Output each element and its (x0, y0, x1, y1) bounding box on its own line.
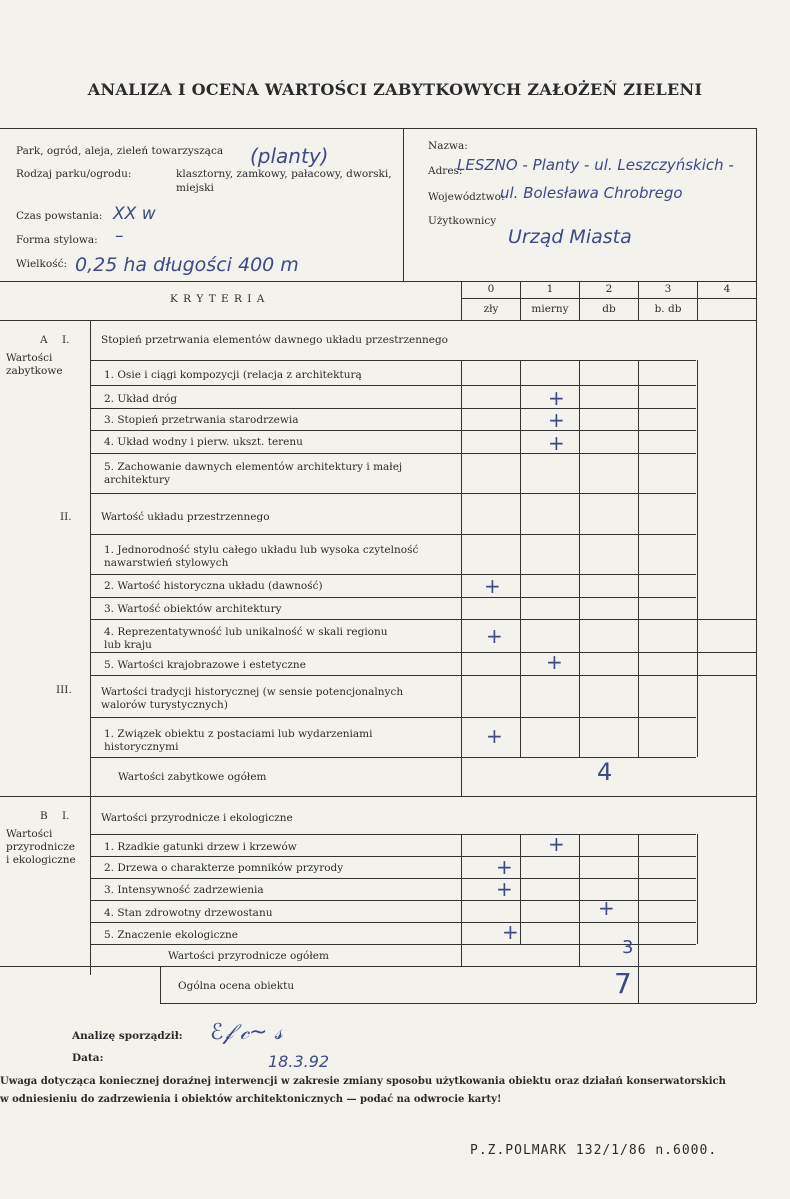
section-b-roman1: I. (62, 810, 70, 822)
b-row-line-1 (90, 856, 696, 857)
analiza-label: Analizę sporządził: (72, 1030, 183, 1042)
g1-row-line-5 (90, 493, 696, 494)
b-item-4: 4. Stan zdrowotny drzewostanu (104, 907, 273, 919)
grid-col-3 (638, 360, 639, 757)
data-value: 18.3.92 (268, 1052, 330, 1071)
mark-a2-2: + (484, 574, 501, 598)
mark-b-2: + (496, 855, 513, 879)
b-row-line-4 (90, 922, 696, 923)
g1-item-3: 3. Stopień przetrwania starodrzewia (104, 414, 299, 426)
col-sep-2 (579, 281, 580, 321)
b-line (90, 834, 696, 835)
uzytkownicy-label: Użytkownicy (428, 215, 497, 227)
g2-row-line-5 (90, 675, 756, 676)
header-bottom-border (0, 281, 756, 282)
header-top-border (0, 128, 756, 129)
b-item-3: 3. Intensywność zadrzewienia (104, 884, 264, 896)
section-a-label: Wartości zabytkowe (6, 352, 63, 377)
signature: ℰ𝒻 𝒸~ 𝓈 (210, 1020, 283, 1045)
b-grid-col-4 (697, 834, 698, 944)
g2-item-4: 4. Reprezentatywność lub unikalność w skali regionu lub kraju (104, 626, 388, 651)
g1-line (90, 360, 696, 361)
total-a-label: Wartości zabytkowe ogółem (118, 771, 267, 783)
b-grid-col-2 (579, 834, 580, 966)
handwritten-type: (planty) (250, 144, 329, 168)
note-line-1: Uwaga dotycząca koniecznej doraźnej interwencji w zakresie zmiany sposobu użytkowania obiektu oraz działań konserwatorskich (0, 1076, 726, 1087)
g2-row-line-2 (90, 597, 696, 598)
group1-title: Stopień przetrwania elementów dawnego układu przestrzennego (101, 334, 448, 346)
total-a-value: 4 (597, 758, 613, 786)
score-3: 3 (664, 283, 672, 295)
nazwa-label: Nazwa: (428, 140, 468, 152)
uzytkownicy-value: Urząd Miasta (508, 226, 632, 248)
section-b-group-title: Wartości przyrodnicze i ekologiczne (101, 812, 293, 824)
g3-item-1: 1. Związek obiektu z postaciami lub wydarzeniami historycznymi (104, 728, 373, 753)
grid-col-0 (461, 360, 462, 796)
g2-row-line-4 (90, 652, 756, 653)
b-item-2: 2. Drzewa o charakterze pomników przyrody (104, 862, 344, 874)
b-grid-col-0 (461, 834, 462, 966)
grid-col-2 (579, 360, 580, 757)
forma-label: Forma stylowa: (16, 234, 98, 246)
g2-row-line-3 (90, 619, 756, 620)
park-type-line: Park, ogród, aleja, zieleń towarzysząca (16, 145, 224, 157)
score-label-3: b. db (654, 303, 682, 315)
mark-b-4: + (598, 896, 615, 920)
wojewodztwo-value: ul. Bolesława Chrobrego (500, 184, 683, 202)
section-divider (90, 320, 91, 975)
score-label-0: zły (483, 303, 499, 315)
score-label-1: mierny (531, 303, 569, 315)
g2-item-1: 1. Jednorodność stylu całego układu lub wysoka czytelność nawarstwień stylowych (104, 544, 419, 569)
section-a-roman3: III. (56, 684, 72, 696)
g1-item-1: 1. Osie i ciągi kompozycji (relacja z architekturą (104, 369, 362, 381)
forma-value: – (115, 226, 124, 246)
right-border (756, 128, 757, 1003)
section-a-roman1: I. (62, 334, 70, 346)
g1-row-line-3 (90, 430, 696, 431)
g3-line (90, 717, 696, 718)
b-item-5: 5. Znaczenie ekologiczne (104, 929, 239, 941)
score-label-2: db (602, 303, 616, 315)
rodzaj-label: Rodzaj parku/ogrodu: (16, 168, 132, 180)
mark-b-5: + (502, 920, 519, 944)
overall-left (160, 966, 161, 1004)
mark-a2-5: + (546, 650, 563, 674)
overall-bottom (160, 1003, 756, 1004)
note-line-2: w odniesieniu do zadrzewienia i obiektów architektonicznych — podać na odwrocie karty! (0, 1094, 502, 1105)
col-sep-0 (461, 281, 462, 321)
printer-code: P.Z.POLMARK 132/1/86 n.6000. (470, 1143, 718, 1158)
overall-label: Ogólna ocena obiektu (178, 980, 295, 992)
mark-a1-2: + (548, 386, 565, 410)
czas-label: Czas powstania: (16, 210, 103, 222)
wielkosc-value: 0,25 ha długości 400 m (75, 254, 299, 276)
total-b-label: Wartości przyrodnicze ogółem (168, 950, 329, 962)
rodzaj-options-2: miejski (176, 182, 214, 194)
b-grid-col-1 (520, 834, 521, 944)
section-b-letter: B (40, 810, 48, 822)
grid-col-4 (697, 360, 698, 757)
data-label: Data: (72, 1052, 104, 1064)
score-4: 4 (723, 283, 731, 295)
adres-value: LESZNO - Planty - ul. Leszczyńskich - (457, 156, 734, 174)
czas-value: XX w (113, 204, 156, 224)
mark-a2-4: + (486, 624, 503, 648)
col-sep-1 (520, 281, 521, 321)
score-1: 1 (546, 283, 554, 295)
g2-item-3: 3. Wartość obiektów architektury (104, 603, 282, 615)
b-item-1: 1. Rzadkie gatunki drzew i krzewów (104, 841, 297, 853)
form-title: ANALIZA I OCENA WARTOŚCI ZABYTKOWYCH ZAŁOŻEŃ ZIELENI (87, 80, 703, 99)
b-grid-col-3 (638, 834, 639, 1004)
mark-a1-4: + (548, 431, 565, 455)
g1-row-line-4 (90, 453, 696, 454)
section-a-letter: A (40, 334, 48, 346)
adres-label: Adres: (428, 165, 463, 177)
g1-row-line-2 (90, 408, 696, 409)
score-0: 0 (487, 283, 495, 295)
grid-col-1 (520, 360, 521, 757)
g2-row-line-1 (90, 574, 696, 575)
score-header-bottom (0, 320, 756, 321)
section-b-bottom (0, 966, 756, 967)
wielkosc-label: Wielkość: (16, 258, 68, 270)
b-row-line-5 (90, 944, 696, 945)
g2-line (90, 534, 696, 535)
score-2: 2 (605, 283, 613, 295)
criteria-header: K R Y T E R I A (170, 293, 266, 305)
score-header-divider (461, 298, 756, 299)
g2-item-5: 5. Wartości krajobrazowe i estetyczne (104, 659, 306, 671)
rodzaj-options: klasztorny, zamkowy, pałacowy, dworski, (176, 168, 392, 180)
wojewodztwo-label: Województwo: (428, 191, 505, 203)
mark-a3-1: + (486, 724, 503, 748)
b-row-line-2 (90, 878, 696, 879)
group3-title: Wartości tradycji historycznej (w sensie potencjonalnych walorów turystycznych) (101, 686, 404, 711)
col-sep-3 (638, 281, 639, 321)
g1-item-2: 2. Układ dróg (104, 393, 178, 405)
col-sep-4 (697, 281, 698, 321)
mark-b-1: + (548, 832, 565, 856)
overall-value: 7 (614, 967, 632, 1000)
section-a-bottom (0, 796, 756, 797)
group2-title: Wartość układu przestrzennego (101, 511, 270, 523)
section-a-roman2: II. (60, 511, 72, 523)
header-divider (403, 128, 404, 281)
g1-row-line-1 (90, 385, 696, 386)
mark-a1-3: + (548, 408, 565, 432)
g1-item-4: 4. Układ wodny i pierw. ukszt. terenu (104, 436, 303, 448)
total-b-value: 3 (622, 937, 634, 958)
mark-b-3: + (496, 877, 513, 901)
g2-item-2: 2. Wartość historyczna układu (dawność) (104, 580, 323, 592)
section-b-label: Wartości przyrodnicze i ekologiczne (6, 828, 76, 866)
g1-item-5: 5. Zachowanie dawnych elementów architektury i małej architektury (104, 461, 403, 486)
